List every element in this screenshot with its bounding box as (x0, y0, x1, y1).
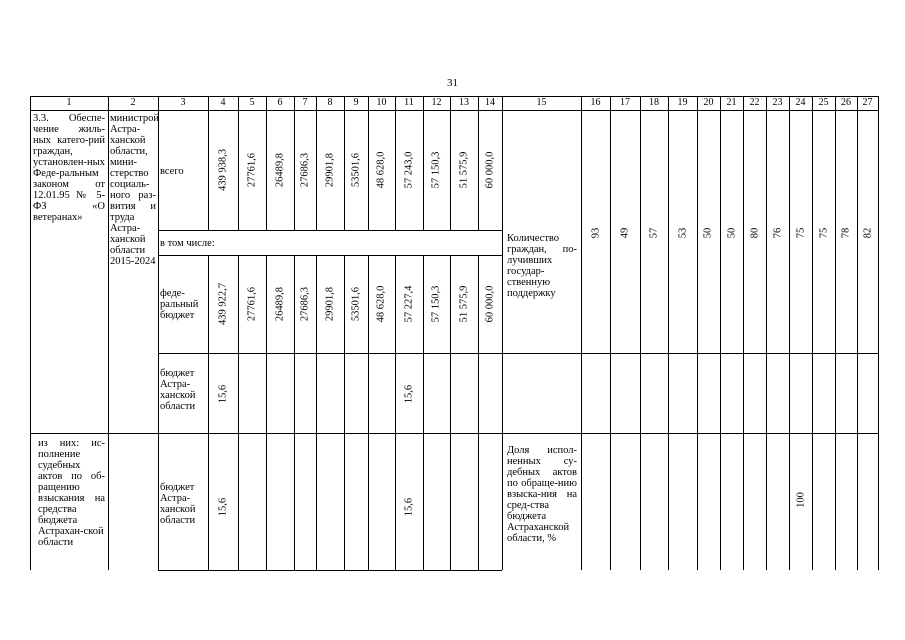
target-value: 82 (862, 227, 874, 239)
executor: министрой Астра-ханской области, мини-стерство социаль-ного раз-вития и труда Астра-ханской области 2015-2024 (110, 113, 159, 267)
header-cell: 2 (130, 97, 136, 108)
header-cell: 9 (353, 97, 359, 108)
header-cell: 26 (841, 97, 851, 108)
target-value-2: 100 (795, 492, 807, 508)
header-cell: 27 (862, 97, 873, 108)
federal-value: 26489,8 (274, 286, 286, 322)
header-cell: 13 (459, 97, 469, 108)
subevent-name: из них: ис-полнение судебных актов по об-ращению взыскания на средства бюджета Астрахан-ской области (38, 438, 105, 548)
header-cell: 22 (749, 97, 760, 108)
regional-value: 15,6 (403, 384, 415, 404)
header-cell: 15 (536, 97, 547, 108)
page-number: 31 (447, 77, 458, 89)
federal-value: 48 628,0 (375, 285, 387, 323)
header-cell: 18 (649, 97, 659, 108)
total-value: 51 575,9 (458, 151, 470, 189)
target-value: 80 (749, 227, 761, 239)
header-cell: 11 (404, 97, 414, 108)
target-value: 57 (648, 227, 660, 239)
federal-value: 53501,6 (350, 286, 362, 322)
target-value: 53 (677, 227, 689, 239)
target-value: 50 (702, 227, 714, 239)
total-value: 53501,6 (350, 152, 362, 188)
regional-label-2: бюджет Астра-ханской области (160, 482, 196, 526)
target-value: 49 (619, 227, 631, 239)
federal-value: 60 000,0 (484, 285, 496, 323)
total-value: 29901,8 (324, 152, 336, 188)
federal-value: 439 922,7 (217, 283, 229, 325)
target-value: 50 (726, 227, 738, 239)
header-cell: 17 (620, 97, 630, 108)
target-value: 75 (818, 227, 830, 239)
header-cell: 19 (677, 97, 688, 108)
indicator-name: Количество граждан, по-лучивших государ-ственную поддержку (507, 233, 577, 299)
header-cell: 12 (431, 97, 442, 108)
header-cell: 5 (249, 97, 255, 108)
header-cell: 21 (726, 97, 737, 108)
event-name: 3.3. Обеспе-чение жиль-ных катего-рий граждан, установлен-ных Феде-ральным законом от 12.01.95 № 5-ФЗ «О ветеранах» (33, 113, 105, 223)
federal-value: 27686,3 (299, 286, 311, 322)
federal-value: 57 150,3 (430, 285, 442, 323)
header-cell: 3 (180, 97, 186, 108)
total-value: 27761,6 (246, 152, 258, 188)
federal-label: феде-ральный бюджет (160, 288, 199, 321)
regional-label: бюджет Астра-ханской области (160, 368, 196, 412)
total-value: 57 150,3 (430, 151, 442, 189)
federal-value: 27761,6 (246, 286, 258, 322)
regional-value-2: 15,6 (403, 497, 415, 517)
federal-value: 29901,8 (324, 286, 336, 322)
header-cell: 16 (590, 97, 601, 108)
header-cell: 14 (485, 97, 495, 108)
indicator-name-2: Доля испол-ненных су-дебных актов по обраще-нию взыска-ния на сред-ства бюджета Астраханской области, % (507, 445, 577, 544)
federal-value: 57 227,4 (403, 285, 415, 323)
regional-value: 15,6 (217, 384, 229, 404)
target-value: 93 (590, 227, 602, 239)
header-cell: 10 (376, 97, 387, 108)
total-value: 57 243,0 (403, 151, 415, 189)
header-cell: 8 (327, 97, 333, 108)
total-value: 60 000,0 (484, 151, 496, 189)
regional-value-2: 15,6 (217, 497, 229, 517)
total-value: 48 628,0 (375, 151, 387, 189)
total-value: 439 938,3 (217, 149, 229, 191)
header-cell: 25 (818, 97, 829, 108)
including-label: в том числе: (160, 238, 215, 249)
total-value: 26489,8 (274, 152, 286, 188)
header-cell: 20 (703, 97, 714, 108)
federal-value: 51 575,9 (458, 285, 470, 323)
total-label: всего (160, 166, 184, 177)
header-cell: 24 (795, 97, 806, 108)
header-cell: 23 (772, 97, 783, 108)
header-cell: 6 (277, 97, 283, 108)
target-value: 75 (795, 227, 807, 239)
total-value: 27686,3 (299, 152, 311, 188)
header-cell: 7 (302, 97, 308, 108)
header-cell: 1 (66, 97, 72, 108)
header-cell: 4 (220, 97, 226, 108)
target-value: 76 (772, 227, 784, 239)
target-value: 78 (840, 227, 852, 239)
